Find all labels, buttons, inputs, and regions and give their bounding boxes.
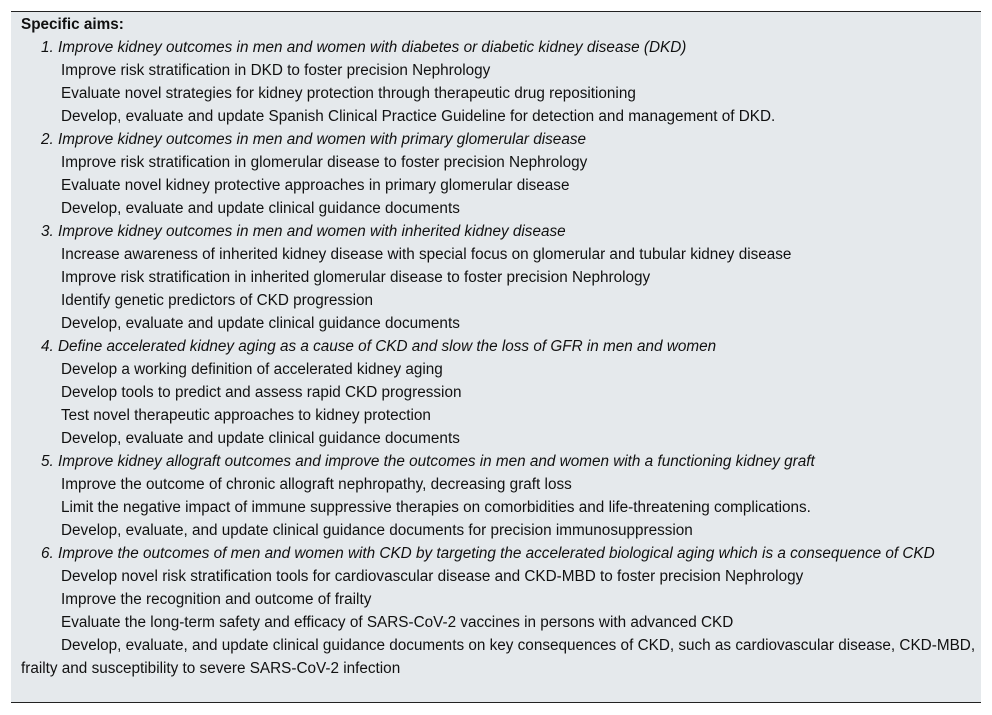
aim-4-item: Develop a working definition of accelerated kidney aging [61,361,443,378]
aim-5-title: 5. Improve kidney allograft outcomes and improve the outcomes in men and women with a functioning kidney graft [41,453,815,470]
aim-1-item: Improve risk stratification in DKD to foster precision Nephrology [61,62,491,79]
aim-2-title: 2. Improve kidney outcomes in men and women with primary glomerular disease [41,131,586,148]
aim-6-item: Improve the recognition and outcome of frailty [61,591,372,608]
aim-4-item: Develop, evaluate and update clinical guidance documents [61,430,460,447]
aim-4-item: Develop tools to predict and assess rapid CKD progression [61,384,462,401]
aim-3-item: Increase awareness of inherited kidney disease with special focus on glomerular and tubular kidney disease [61,246,792,263]
aim-3-title: 3. Improve kidney outcomes in men and women with inherited kidney disease [41,223,566,240]
specific-aims-heading: Specific aims: [21,16,124,33]
aim-1-item: Develop, evaluate and update Spanish Clinical Practice Guideline for detection and management of DKD. [61,108,776,125]
aim-6-title: 6. Improve the outcomes of men and women with CKD by targeting the accelerated biological aging which is a consequence of CKD [41,545,935,562]
aim-3-item: Identify genetic predictors of CKD progression [61,292,374,309]
aim-2-item: Develop, evaluate and update clinical guidance documents [61,200,460,217]
aim-6-item: Evaluate the long-term safety and efficacy of SARS-CoV-2 vaccines in persons with advanced CKD [61,614,734,631]
specific-aims-content [11,12,981,680]
aim-6-item: Develop, evaluate, and update clinical guidance documents on key consequences of CKD, such as cardiovascular disease, CKD-MBD, frailty and susceptibility to severe SARS-CoV-2 infection [21,637,976,677]
specific-aims-box [11,11,981,703]
aim-5-item: Develop, evaluate, and update clinical guidance documents for precision immunosuppression [61,522,693,539]
aim-3-item: Improve risk stratification in inherited glomerular disease to foster precision Nephrology [61,269,651,286]
aim-1-title: 1. Improve kidney outcomes in men and women with diabetes or diabetic kidney disease (DKD) [41,39,687,56]
aim-4-title: 4. Define accelerated kidney aging as a cause of CKD and slow the loss of GFR in men and women [41,338,717,355]
aim-3-item: Develop, evaluate and update clinical guidance documents [61,315,460,332]
aim-1-item: Evaluate novel strategies for kidney protection through therapeutic drug repositioning [61,85,636,102]
aim-5-item: Improve the outcome of chronic allograft nephropathy, decreasing graft loss [61,476,572,493]
aim-4-item: Test novel therapeutic approaches to kidney protection [61,407,431,424]
aim-5-item: Limit the negative impact of immune suppressive therapies on comorbidities and life-threatening complications. [61,499,811,516]
aim-2-item: Evaluate novel kidney protective approaches in primary glomerular disease [61,177,570,194]
aim-6-item: Develop novel risk stratification tools for cardiovascular disease and CKD-MBD to foster precision Nephrology [61,568,804,585]
aim-2-item: Improve risk stratification in glomerular disease to foster precision Nephrology [61,154,588,171]
